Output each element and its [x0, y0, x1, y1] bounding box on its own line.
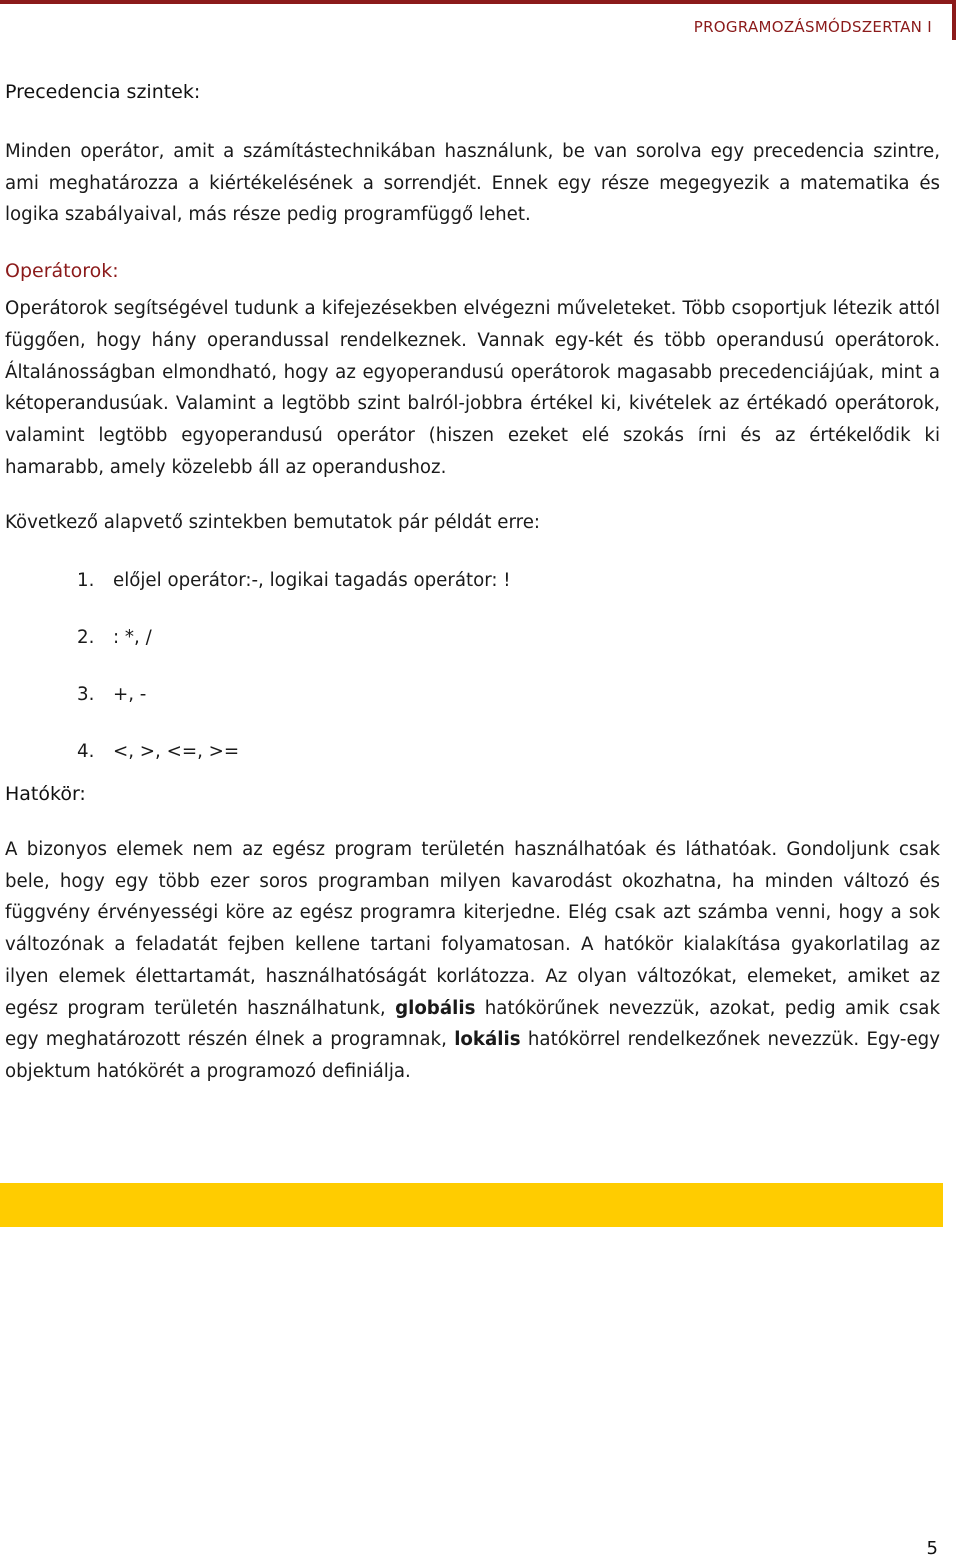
keyword-globalis: globális	[395, 997, 476, 1019]
list-item-number: 4.	[77, 741, 95, 763]
section-heading-hatokor: Hatókör:	[5, 783, 86, 806]
list-item-number: 3.	[77, 684, 95, 706]
header-top-rule	[0, 0, 956, 4]
paragraph-hatokor-part-2: hatókörűnek nevezzük, azokat, pedig amik csak egy meghatározott részén élnek a programnak,	[5, 997, 940, 1051]
section-heading-operatorok: Operátorok:	[5, 260, 119, 283]
paragraph-precedencia: Minden operátor, amit a számítástechnikában használunk, be van sorolva egy precedencia szintre, ami meghatározza a kiértékelésének a sorrendjét. Ennek egy része megegyezik a matematika és logika szabályaival, más része pedig programfüggő lehet.	[5, 141, 940, 226]
paragraph-hatokor-part-3: hatókörrel rendelkezőnek nevezzük. Egy-egy objektum hatókörét a programozó definiálja.	[5, 1029, 940, 1082]
running-header-title: PROGRAMOZÁSMÓDSZERTAN I	[693, 18, 932, 36]
list-item-text: előjel operátor:-, logikai tagadás operátor: !	[113, 570, 511, 592]
section-heading-precedencia: Precedencia szintek:	[5, 81, 201, 103]
list-item-text: +, -	[113, 684, 147, 706]
list-item	[5, 565, 940, 622]
precedence-level-list	[5, 565, 940, 778]
paragraph-hatokor-part-1: A bizonyos elemek nem az egész program területén használhatóak és láthatóak. Gondoljunk csak bele, hogy egy több ezer soros programban milyen kavarodást okozhatna, ha minden változó és függvény érvényességi köre az egész programra kiterjedne. Elég csak azt számba venni, hogy a sok változónak a feladatát fejben kellene tartani folyamatosan. A hatókör kialakítása gyakorlatilag az ilyen elemek élettartamát, használhatóságát korlátozza. Az olyan változókat, elemeket, amiket az egész program területén használhatunk,	[5, 839, 940, 1019]
list-item-number: 2.	[77, 627, 95, 649]
page-number: 5	[926, 1538, 938, 1559]
footer-highlight-band	[0, 1183, 943, 1227]
list-item-text: : *, /	[113, 627, 152, 649]
keyword-lokalis: lokális	[454, 1029, 521, 1051]
list-item-text: <, >, <=, >=	[113, 741, 240, 763]
list-item	[5, 736, 940, 778]
list-item	[5, 679, 940, 736]
list-item	[5, 622, 940, 679]
paragraph-hatokor	[5, 834, 940, 1088]
page-body	[5, 76, 940, 1112]
paragraph-operatorok: Operátorok segítségével tudunk a kifejezésekben elvégezni műveleteket. Több csoportjuk létezik attól függően, hogy hány operandussal rendelkeznek. Vannak egy-két és több operandusú operátorok. Általánosságban elmondható, hogy az egyoperandusú operátorok magasabb precedenciájúak, mint a kétoperandusúak. Valamint a legtöbb szint balról-jobbra értékel ki, kivételek az értékadó operátorok, valamint legtöbb egyoperandusú operátor (hiszen ezeket elé szokás írni és az értékelődik ki hamarabb, amely közelebb áll az operandushoz.	[5, 298, 940, 478]
header-side-rule	[952, 0, 956, 40]
paragraph-operatorok-intro: Következő alapvető szintekben bemutatok pár példát erre:	[5, 512, 541, 534]
list-item-number: 1.	[77, 570, 95, 592]
